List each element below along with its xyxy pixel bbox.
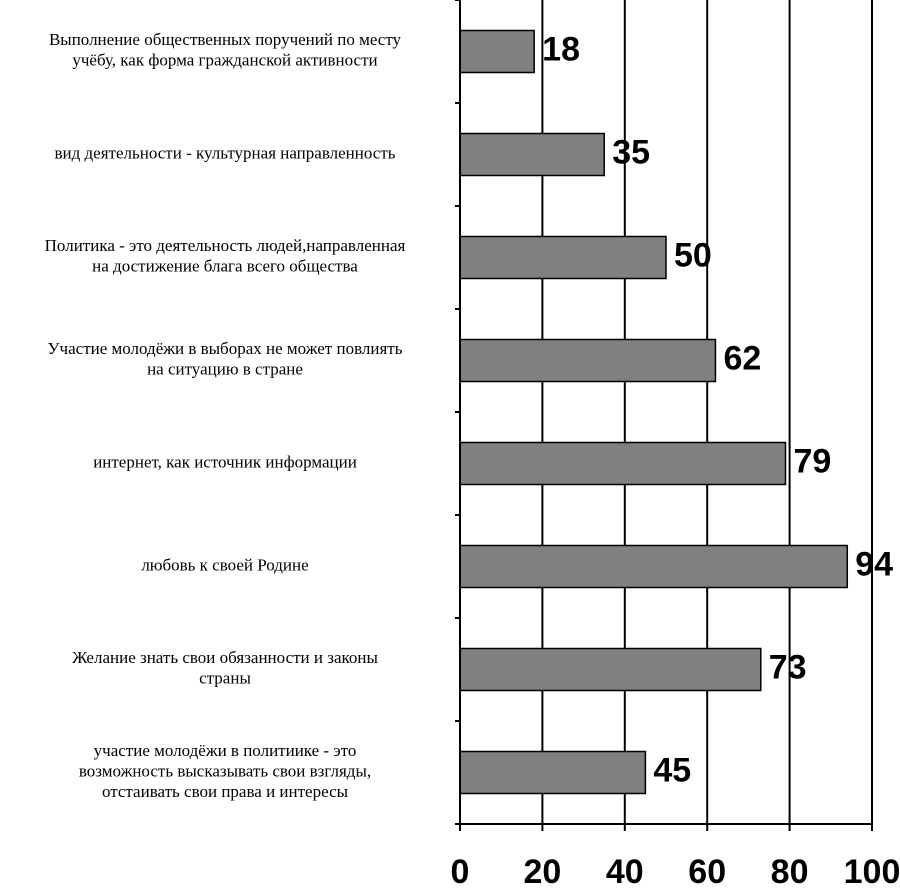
x-tick-label-60: 60 (688, 852, 727, 889)
category-label-line: вид деятельности - культурная направленность (54, 143, 396, 163)
category-label-line: учёбу, как форма гражданской активности (72, 50, 378, 70)
category-label-line: на достижение блага всего общества (92, 256, 358, 276)
category-label-line: отстаивать свои права и интересы (101, 781, 349, 801)
category-label-8 (79, 741, 371, 801)
category-label-1 (49, 30, 402, 70)
bar-7 (460, 649, 761, 691)
category-label-line: Выполнение общественных поручений по месту (48, 30, 402, 50)
bar-6 (460, 546, 847, 588)
category-label-5 (93, 452, 357, 471)
category-label-line: на ситуацию в стране (147, 359, 303, 379)
category-label-line: возможность высказывать свои взгляды, (78, 761, 372, 781)
bar-4 (460, 340, 715, 382)
gridlines (542, 0, 872, 824)
value-label-3: 50 (674, 236, 712, 275)
value-label-4: 62 (723, 339, 762, 378)
category-label-line: Политика - это деятельность людей,направленная (44, 236, 406, 256)
category-label-4 (48, 339, 403, 379)
axes (455, 0, 872, 831)
category-label-line: Участие молодёжи в выборах не может повлиять (47, 339, 403, 359)
x-tick-label-100: 100 (843, 852, 900, 889)
category-label-line: любовь к своей Родине (141, 555, 309, 575)
category-label-2 (54, 143, 395, 162)
x-tick-label-0: 0 (450, 852, 470, 889)
category-label-3 (45, 236, 406, 276)
bar-1 (460, 31, 534, 73)
value-label-8: 45 (653, 751, 692, 790)
value-label-2: 35 (612, 133, 651, 172)
bar-3 (460, 237, 666, 279)
x-tick-label-20: 20 (523, 852, 562, 889)
category-label-line: участие молодёжи в политиике - это (93, 740, 357, 760)
value-label-1: 18 (542, 30, 580, 69)
value-label-5: 79 (793, 442, 832, 481)
bar-2 (460, 134, 604, 176)
category-label-7 (72, 648, 378, 688)
category-label-line: интернет, как источник информации (93, 452, 357, 472)
bar-8 (460, 752, 645, 794)
bar-5 (460, 443, 785, 485)
x-tick-label-40: 40 (605, 852, 644, 889)
value-label-6: 94 (855, 545, 894, 584)
category-label-6 (141, 555, 308, 574)
category-label-line: страны (199, 668, 251, 688)
x-tick-label-80: 80 (770, 852, 809, 889)
value-label-7: 73 (768, 648, 807, 687)
category-label-line: Желание знать свои обязанности и законы (72, 648, 378, 668)
